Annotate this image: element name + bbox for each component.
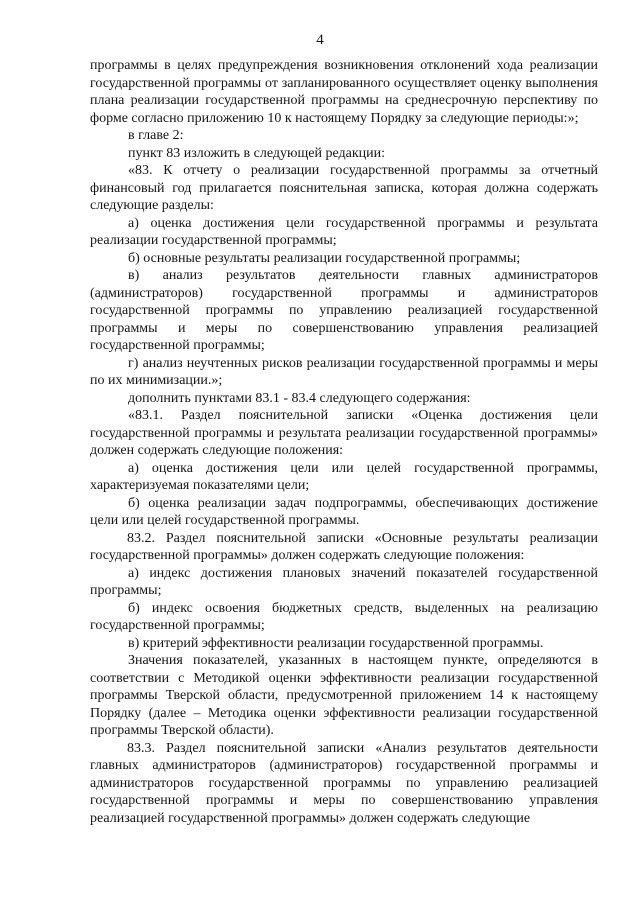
document-body [90,57,598,827]
paragraph-continuation: программы в целях предупреждения возникновения отклонений хода реализации государственной программы от запланированного осуществляет оценку выполнения плана реализации государственной программы на среднесрочную перспективу по форме согласно приложению 10 к настоящему Порядку за следующие периоды:»; [90,58,598,126]
paragraph-chapter-2: в главе 2: [128,128,184,143]
paragraph-item-83-1-a: а) оценка достижения цели или целей государственной программы, характеризуемая показателями цели; [90,460,598,493]
paragraph-item-83-1-b: б) оценка реализации задач подпрограммы, обеспечивающих достижение цели или целей государственной программы. [90,495,598,528]
paragraph-indicator-values: Значения показателей, указанных в настоящем пункте, определяются в соответствии с Методикой оценки эффективности реализации государственной программы Тверской области, предусмотренной приложением 14 к настоящему Порядку (далее – Методика оценки эффективности реализации государственной программы Тверской области). [90,653,598,738]
paragraph-add-items: дополнить пунктами 83.1 - 83.4 следующего содержания: [128,390,471,406]
paragraph-item-83-intro: пункт 83 изложить в следующей редакции: [128,145,385,161]
paragraph-item-83-2-b: б) индекс освоения бюджетных средств, выделенных на реализацию государственной программы; [90,600,598,633]
page-number: 4 [316,32,324,48]
paragraph-item-83-1: «83.1. Раздел пояснительной записки «Оценка достижения цели государственной программы и результата реализации государственной программы» должен содержать следующие положения: [90,408,598,458]
paragraph-item-83-b: б) основные результаты реализации государственной программы; [128,250,521,266]
paragraph-item-83-v: в) анализ результатов деятельности главных администраторов (администраторов) государственной программы и администраторов государственной программы по управлению реализацией государственной программы и меры по совершенствованию управления реализацией государственной программы; [90,268,598,353]
paragraph-item-83-2-a: а) индекс достижения плановых значений показателей государственной программы; [90,565,598,598]
paragraph-item-83-a: а) оценка достижения цели государственной программы и результата реализации государственной программы; [90,215,598,248]
paragraph-item-83-3: 83.3. Раздел пояснительной записки «Анализ результатов деятельности главных администраторов (администраторов) государственной программы и администраторов государственной программы по управлению реализацией государственной программы и меры по совершенствованию управления реализацией государственной программы» должен содержать следующие [90,740,598,826]
paragraph-item-83-2: 83.2. Раздел пояснительной записки «Основные результаты реализации государственной программы» должен содержать следующие положения: [90,530,598,563]
paragraph-item-83: «83. К отчету о реализации государственной программы за отчетный финансовый год прилагается пояснительная записка, которая должна содержать следующие разделы: [90,163,598,213]
paragraph-item-83-g: г) анализ неучтенных рисков реализации государственной программы и меры по их минимизации.»; [90,355,598,388]
paragraph-item-83-2-v: в) критерий эффективности реализации государственной программы. [128,635,544,651]
